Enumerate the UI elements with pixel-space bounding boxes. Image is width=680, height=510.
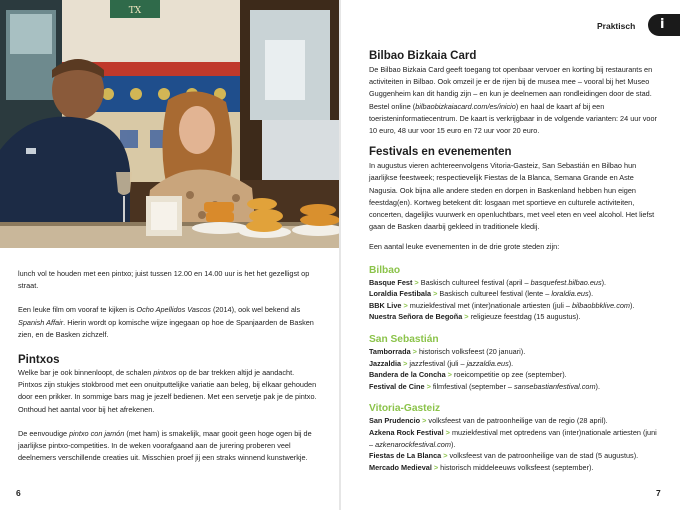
arrow-icon: > xyxy=(445,370,452,380)
event-description: roeicompetitie op zee (september). xyxy=(451,370,567,380)
arrow-icon: > xyxy=(401,300,408,310)
bar-sign-text: TX xyxy=(128,6,142,16)
event-description-end: ). xyxy=(630,300,635,310)
event-website: azkenarockfestival.com xyxy=(375,439,451,449)
card-website: bilbaobizkaiacard.com/es/inicio xyxy=(415,101,516,111)
card-heading: Bilbao Bizkaia Card xyxy=(369,50,477,62)
event-item xyxy=(369,288,659,300)
film-text-post: . Hierin wordt op komische wijze ingegaan op hoe de Spanjaarden de Basken zien, en de Basken zichzelf. xyxy=(18,317,314,339)
city-heading: Bilbao xyxy=(369,264,401,276)
event-website: loraldia.eus xyxy=(551,289,589,299)
spacer xyxy=(369,137,659,145)
festivals-paragraph: In augustus vieren achtereenvolgens Vitoria-Gasteiz, San Sebastián en Bilbao hun jaarlijkse feestweek; respectievelijk Fiestas de la Blanca, Semana Grande en Aste Nagusia. Ook bijna alle andere steden en dorpen in Baskenland hebben hun eigen feestdag(en). Kortweg betekent dit: losgaan met sportieve en culturele activiteiten, concerten, dagelijks vuurwerk en openluchtbars, met veel eten en veel alcohol. Het liefst gaan de Basken daarbij gekleed in traditionele kledij. xyxy=(369,161,655,232)
event-website: jazzaldia.eus xyxy=(466,358,509,368)
paragraph-lunch-text: lunch vol te houden met een pintxo; juist tussen 12.00 en 14.00 uur is het het gezelligst op straat. xyxy=(18,269,310,291)
paragraph-pintxos xyxy=(18,367,318,416)
event-website: bilbaobbklive.com xyxy=(571,300,630,310)
pintxo-bar-illustration xyxy=(0,0,339,248)
event-item xyxy=(369,450,659,462)
event-description: historisch middeleeuws volksfeest (september). xyxy=(438,462,594,472)
page-number-right: 7 xyxy=(656,488,661,498)
event-item xyxy=(369,346,659,358)
page-gutter xyxy=(339,0,341,510)
bar-photo xyxy=(0,0,339,248)
event-item xyxy=(369,415,659,427)
event-item xyxy=(369,311,659,323)
event-item xyxy=(369,358,659,370)
event-item xyxy=(369,300,659,312)
arrow-icon: > xyxy=(441,451,448,461)
event-description: muziekfestival met (inter)nationale artiesten (juli – xyxy=(407,300,572,310)
left-page-body xyxy=(18,268,318,476)
event-description: Baskisch cultureel festival (lente – xyxy=(437,289,552,299)
event-name: Loraldia Festibala xyxy=(369,289,432,299)
event-website: sansebastianfestival.com xyxy=(514,381,596,391)
event-description-end: ). xyxy=(595,381,600,391)
event-item xyxy=(369,427,659,450)
arrow-icon: > xyxy=(420,416,427,426)
info-tab xyxy=(648,14,680,36)
page-number-left: 6 xyxy=(16,488,21,498)
event-name: BBK Live xyxy=(369,300,402,310)
event-item xyxy=(369,369,659,381)
pintxos-text-post: op de bar trekken altijd je aandacht. Pintxos zijn stukjes stokbrood met een onuitputtelijke variatie aan beleg, bij elkaar gehouden door een prikker. In sommige bars mag je jezelf bedienen. Met een servetje pak je de pintxo. Onthoud het aantal voor bij het afrekenen. xyxy=(18,368,317,414)
jamon-word: pintxo con jamón xyxy=(69,428,125,438)
right-page-body xyxy=(369,49,659,473)
jamon-text-pre: De eenvoudige xyxy=(18,428,70,438)
event-name: Jazzaldia xyxy=(369,358,402,368)
event-description: volksfeest van de patroonheilige van de regio (28 april). xyxy=(426,416,608,426)
jamon-text-post: (met ham) is smakelijk, maar gooit geen hoge ogen bij de jaarlijkse pintxo-competities. In de weken voorafgaand aan de jurering proberen veel deelnemers verschillende creaties uit. Misschien proef jij een straks winnend kunstwerkje. xyxy=(18,428,312,463)
spacer xyxy=(369,233,659,241)
event-description: volksfeest van de patroonheilige van de stad (5 augustus). xyxy=(447,451,639,461)
pintxos-heading: Pintxos xyxy=(18,354,60,367)
event-description-end: ). xyxy=(588,289,594,299)
event-name: Basque Fest xyxy=(369,277,413,287)
paragraph-jamon xyxy=(18,428,318,465)
arrow-icon: > xyxy=(410,347,417,357)
arrow-icon: > xyxy=(412,277,419,287)
event-name: Mercado Medieval xyxy=(369,462,432,472)
event-description: muziekfestival met optredens van (inter)nationale artiesten (juni – xyxy=(369,427,657,449)
event-description: jazzfestival (juli – xyxy=(407,358,467,368)
paragraph-film xyxy=(18,304,318,341)
section-label: Praktisch xyxy=(597,21,636,31)
event-description: religieuze feestdag (15 augustus). xyxy=(468,312,581,322)
event-description: historisch volksfeest (20 januari). xyxy=(416,347,526,357)
film-text-mid: (2014), ook wel bekend als xyxy=(210,305,301,315)
event-item xyxy=(369,462,659,474)
festivals-intro: Een aantal leuke evenementen in de drie grote steden zijn: xyxy=(369,242,560,252)
event-name: Azkena Rock Festival xyxy=(369,427,444,437)
event-name: San Prudencio xyxy=(369,416,421,426)
event-description: Baskisch cultureel festival (april – xyxy=(418,277,531,287)
event-website: basquefest.bilbao.eus xyxy=(530,277,602,287)
event-description-end: ). xyxy=(601,277,607,287)
city-event-lists xyxy=(369,264,659,474)
arrow-icon: > xyxy=(443,427,450,437)
event-name: Bandera de la Concha xyxy=(369,370,446,380)
arrow-icon: > xyxy=(462,312,469,322)
pintxos-text-pre: Welke bar je ook binnenloopt, de schalen xyxy=(18,368,154,378)
event-description: filmfestival (september – xyxy=(430,381,514,391)
city-heading: Vitoria-Gasteiz xyxy=(369,403,441,415)
arrow-icon: > xyxy=(424,381,431,391)
film-title: Ocho Apellidos Vascos xyxy=(136,305,211,315)
arrow-icon: > xyxy=(431,462,439,472)
info-icon: i xyxy=(660,17,665,32)
film-text-pre: Een leuke film om vooraf te kijken is xyxy=(18,305,137,315)
event-name: Festival de Cine xyxy=(369,381,425,391)
event-description-end: ). xyxy=(508,358,514,368)
event-item xyxy=(369,381,659,393)
paragraph-lunch xyxy=(18,268,318,292)
arrow-icon: > xyxy=(431,289,438,299)
film-title-english: Spanish Affair xyxy=(18,317,64,327)
card-paragraph xyxy=(369,64,659,137)
event-item xyxy=(369,277,659,289)
event-name: Fiestas de La Blanca xyxy=(369,451,442,461)
pintxos-word: pintxos xyxy=(153,368,177,378)
festivals-heading: Festivals en evenementen xyxy=(369,146,512,159)
event-name: Tamborrada xyxy=(369,347,411,357)
city-heading: San Sebastián xyxy=(369,334,439,346)
card-text-pre: De Bilbao Bizkaia Card geeft toegang tot openbaar vervoer en korting bij restaurants en activiteiten in Bilbao. Ook omzeil je er de rijen bij de musea mee – vooral bij het Museo Guggenheim kan dit handig zijn – en kun je deelnemen aan rondleidingen door de stad. Bestel online ( xyxy=(369,65,653,111)
card-text-post: ) en haal de kaart af bij een toeristeninformatiecentrum. De kaart is verkrijgbaar in de volgende varianten: 24 uur voor 10 euro, 48 uur voor 15 euro en 72 uur voor 20 euro. xyxy=(369,101,657,136)
event-name: Nuestra Señora de Begoña xyxy=(369,312,463,322)
event-description-end: ). xyxy=(450,439,456,449)
arrow-icon: > xyxy=(401,358,408,368)
